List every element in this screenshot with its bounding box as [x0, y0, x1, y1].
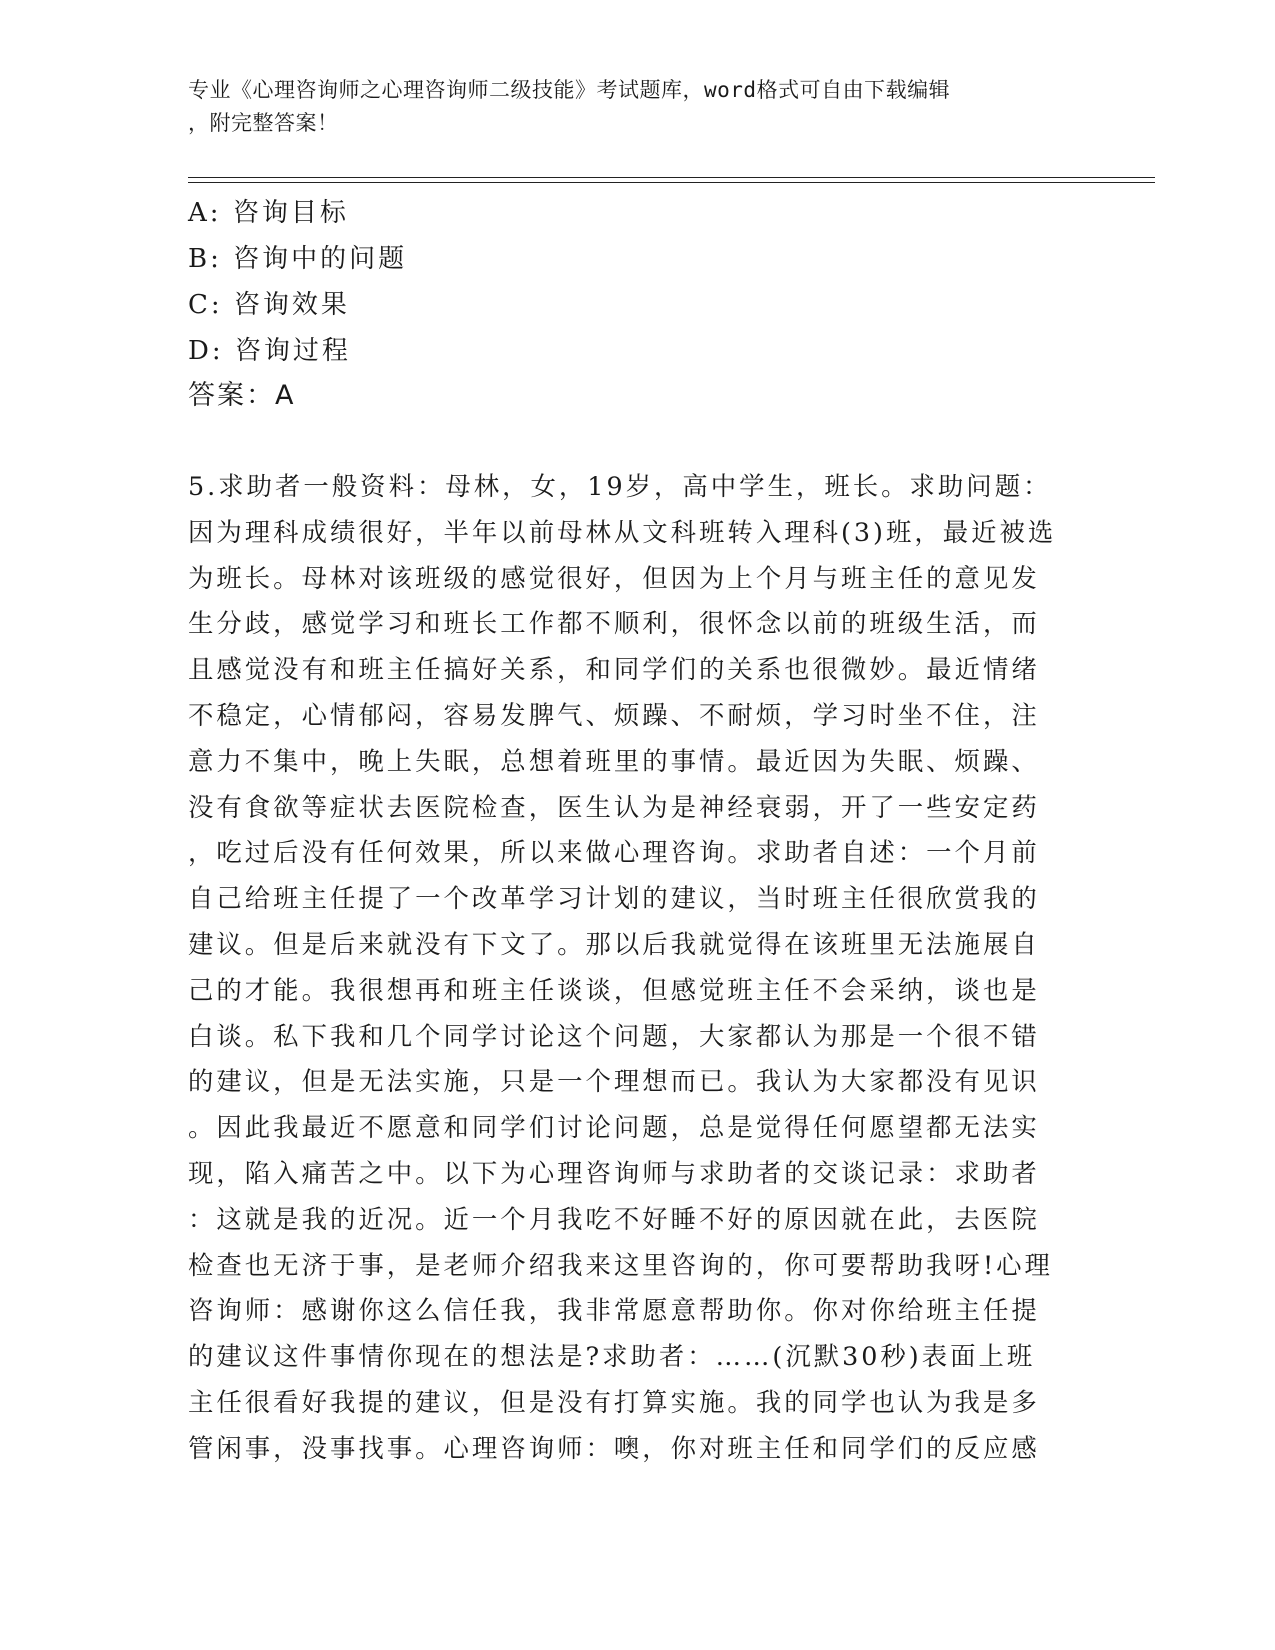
question-line: 为班长。母林对该班级的感觉很好，但因为上个月与班主任的意见发 [188, 562, 1040, 593]
question-5 [188, 464, 1078, 1472]
option-a [188, 190, 407, 236]
answer-value: A [275, 380, 296, 411]
question-line: 建议。但是后来就没有下文了。那以后我就觉得在该班里无法施展自 [188, 928, 1040, 959]
question-line: 生分歧，感觉学习和班长工作都不顺利，很怀念以前的班级生活，而 [188, 608, 1040, 639]
answer-options [188, 190, 407, 374]
option-b [188, 236, 407, 282]
option-c [188, 282, 407, 328]
question-line: 。因此我最近不愿意和同学们讨论问题，总是觉得任何愿望都无法实 [188, 1112, 1040, 1143]
question-line: 主任很看好我提的建议，但是没有打算实施。我的同学也认为我是多 [188, 1386, 1040, 1417]
question-line: 的建议，但是无法实施，只是一个理想而已。我认为大家都没有见识 [188, 1066, 1040, 1097]
option-text: 咨询目标 [232, 198, 349, 228]
question-line: 自己给班主任提了一个改革学习计划的建议，当时班主任很欣赏我的 [188, 883, 1040, 914]
option-label: C: [188, 290, 223, 320]
question-line: 因为理科成绩很好，半年以前母林从文科班转入理科(3)班，最近被选 [188, 516, 1057, 547]
option-label: A: [188, 198, 222, 228]
question-line: 的建议这件事情你现在的想法是?求助者：……(沉默30秒)表面上班 [188, 1341, 1036, 1372]
question-line: 咨询师：感谢你这么信任我，我非常愿意帮助你。你对你给班主任提 [188, 1295, 1040, 1326]
option-label: B: [188, 244, 222, 274]
question-line: 检查也无济于事，是老师介绍我来这里咨询的，你可要帮助我呀!心理 [188, 1249, 1053, 1280]
header-divider-bottom [188, 182, 1155, 183]
question-line: 己的才能。我很想再和班主任谈谈，但感觉班主任不会采纳，谈也是 [188, 974, 1040, 1005]
question-line: ，吃过后没有任何效果，所以来做心理咨询。求助者自述：一个月前 [188, 837, 1040, 868]
question-line: 现，陷入痛苦之中。以下为心理咨询师与求助者的交谈记录：求助者 [188, 1157, 1040, 1188]
header-divider-top [188, 177, 1155, 178]
question-line: 5.求助者一般资料：母林，女，19岁，高中学生，班长。求助问题： [188, 471, 1052, 501]
option-d [188, 328, 407, 374]
question-line: ：这就是我的近况。近一个月我吃不好睡不好的原因就在此，去医院 [188, 1203, 1040, 1234]
question-line: 且感觉没有和班主任搞好关系，和同学们的关系也很微妙。最近情绪 [188, 654, 1040, 685]
question-line: 没有食欲等症状去医院检查，医生认为是神经衰弱，开了一些安定药 [188, 791, 1040, 822]
option-text: 咨询中的问题 [233, 244, 408, 274]
header-line-2: ，附完整答案！ [188, 111, 339, 135]
header-line-1: 专业《心理咨询师之心理咨询师二级技能》考试题库，word格式可自由下载编辑 [188, 78, 951, 102]
document-header [188, 74, 1068, 140]
question-line: 意力不集中，晚上失眠，总想着班里的事情。最近因为失眠、烦躁、 [188, 745, 1040, 776]
answer-label: 答案： [188, 380, 275, 411]
answer-line [188, 373, 295, 412]
option-text: 咨询效果 [233, 290, 350, 320]
question-line: 白谈。私下我和几个同学讨论这个问题，大家都认为那是一个很不错 [188, 1020, 1040, 1051]
option-text: 咨询过程 [234, 336, 351, 366]
question-line: 管闲事，没事找事。心理咨询师：噢，你对班主任和同学们的反应感 [188, 1432, 1040, 1463]
option-label: D: [188, 336, 224, 366]
question-line: 不稳定，心情郁闷，容易发脾气、烦躁、不耐烦，学习时坐不住，注 [188, 699, 1040, 730]
